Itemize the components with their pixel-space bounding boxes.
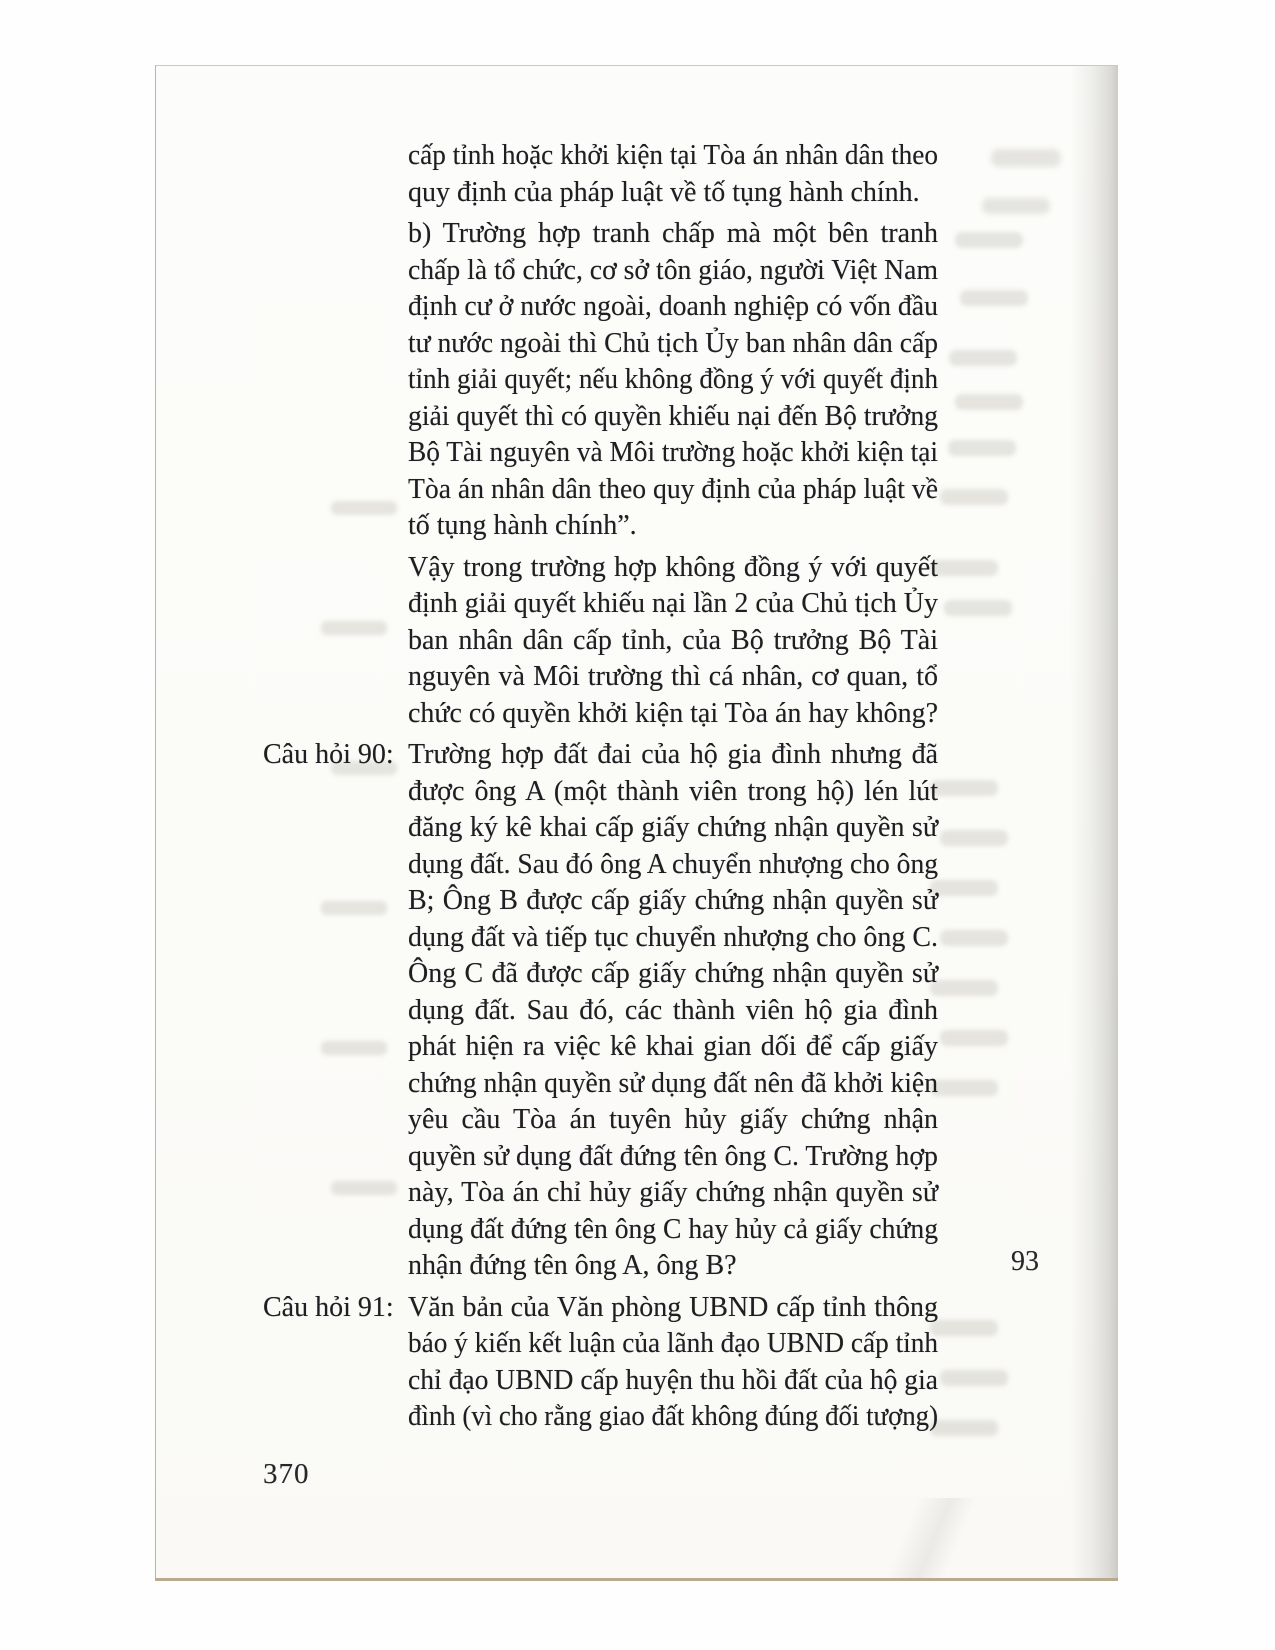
bleedthrough-artifacts bbox=[156, 66, 220, 78]
text-line: chấp là tổ chức, cơ sở tôn giáo, người Việt Nam bbox=[408, 254, 938, 286]
text-line: dụng đất. Sau đó, các thành viên hộ gia đình bbox=[408, 994, 938, 1026]
text-line: được ông A (một thành viên trong hộ) lén lút bbox=[408, 775, 938, 807]
text-line: đình (vì cho rằng giao đất không đúng đối tượng) bbox=[408, 1401, 938, 1432]
text-line: quyền sử dụng đất đứng tên ông C. Trường hợp bbox=[408, 1140, 938, 1172]
qa-body bbox=[408, 737, 938, 1285]
text-line: nguyên và Môi trường thì cá nhân, cơ quan, tổ bbox=[408, 661, 938, 692]
text-line: Vậy trong trường hợp không đồng ý với quyết bbox=[408, 551, 938, 583]
qa-block bbox=[263, 216, 938, 545]
qa-body bbox=[408, 1290, 938, 1436]
text-line: nhận đứng tên ông A, ông B? bbox=[408, 1250, 737, 1281]
text-line: Bộ Tài nguyên và Môi trường hoặc khởi kiện tại bbox=[408, 437, 938, 468]
text-line: chứng nhận quyền sử dụng đất nên đã khởi kiện bbox=[408, 1067, 938, 1099]
text-line: dụng đất đứng tên ông C hay hủy cả giấy chứng bbox=[408, 1213, 938, 1245]
text-column bbox=[263, 138, 938, 1436]
text-line: tư nước ngoài thì Chủ tịch Ủy ban nhân dân cấp bbox=[408, 327, 938, 359]
qa-label: Câu hỏi 91: bbox=[263, 1291, 394, 1323]
qa-block bbox=[263, 737, 938, 1285]
text-line: yêu cầu Tòa án tuyên hủy giấy chứng nhận bbox=[408, 1104, 938, 1135]
text-line: phát hiện ra việc kê khai gian dối để cấp giấy bbox=[408, 1031, 938, 1062]
qa-body bbox=[408, 138, 938, 211]
qa-block bbox=[263, 138, 938, 211]
folio-page-number: 370 bbox=[263, 1458, 310, 1490]
text-line: B; Ông B được cấp giấy chứng nhận quyền sử bbox=[408, 885, 938, 916]
page-fold-shadow bbox=[778, 1498, 1078, 1578]
text-line: ban nhân dân cấp tỉnh, của Bộ trưởng Bộ Tài bbox=[408, 624, 938, 656]
text-line: này, Tòa án chỉ hủy giấy chứng nhận quyền sử bbox=[408, 1177, 938, 1208]
text-line: giải quyết thì có quyền khiếu nại đến Bộ trưởng bbox=[408, 400, 938, 432]
text-line: Văn bản của Văn phòng UBND cấp tỉnh thông bbox=[408, 1291, 938, 1323]
text-line: dụng đất. Sau đó ông A chuyển nhượng cho ông bbox=[408, 848, 938, 880]
text-line: tố tụng hành chính”. bbox=[408, 510, 637, 541]
text-line: Trường hợp đất đai của hộ gia đình nhưng đã bbox=[408, 739, 938, 770]
paper-sheet bbox=[155, 65, 1118, 1581]
text-line: Tòa án nhân dân theo quy định của pháp luật về bbox=[408, 473, 938, 505]
text-line: cấp tỉnh hoặc khởi kiện tại Tòa án nhân dân theo bbox=[408, 140, 938, 171]
page-edge-shadow bbox=[1070, 66, 1118, 1578]
text-line: b) Trường hợp tranh chấp mà một bên tranh bbox=[408, 218, 938, 249]
text-line: tỉnh giải quyết; nếu không đồng ý với quyết định bbox=[408, 364, 938, 395]
text-line: chỉ đạo UBND cấp huyện thu hồi đất của hộ gia bbox=[408, 1364, 938, 1396]
text-line: quy định của pháp luật về tố tụng hành chính. bbox=[408, 176, 920, 208]
margin-page-number: 93 bbox=[1011, 1246, 1039, 1277]
text-line: chức có quyền khởi kiện tại Tòa án hay không? bbox=[408, 697, 938, 729]
text-line: định giải quyết khiếu nại lần 2 của Chủ tịch Ủy bbox=[408, 588, 938, 619]
text-line: dụng đất và tiếp tục chuyển nhượng cho ông C. bbox=[408, 921, 938, 953]
qa-body bbox=[408, 550, 938, 733]
qa-block bbox=[263, 1290, 938, 1436]
text-line: đăng ký kê khai cấp giấy chứng nhận quyền sử bbox=[408, 812, 938, 843]
qa-block bbox=[263, 550, 938, 733]
text-line: định cư ở nước ngoài, doanh nghiệp có vốn đầu bbox=[408, 291, 938, 322]
qa-body bbox=[408, 216, 938, 545]
text-line: Ông C đã được cấp giấy chứng nhận quyền sử bbox=[408, 958, 938, 989]
qa-label: Câu hỏi 90: bbox=[263, 739, 394, 770]
text-line: báo ý kiến kết luận của lãnh đạo UBND cấp tỉnh bbox=[408, 1328, 938, 1359]
